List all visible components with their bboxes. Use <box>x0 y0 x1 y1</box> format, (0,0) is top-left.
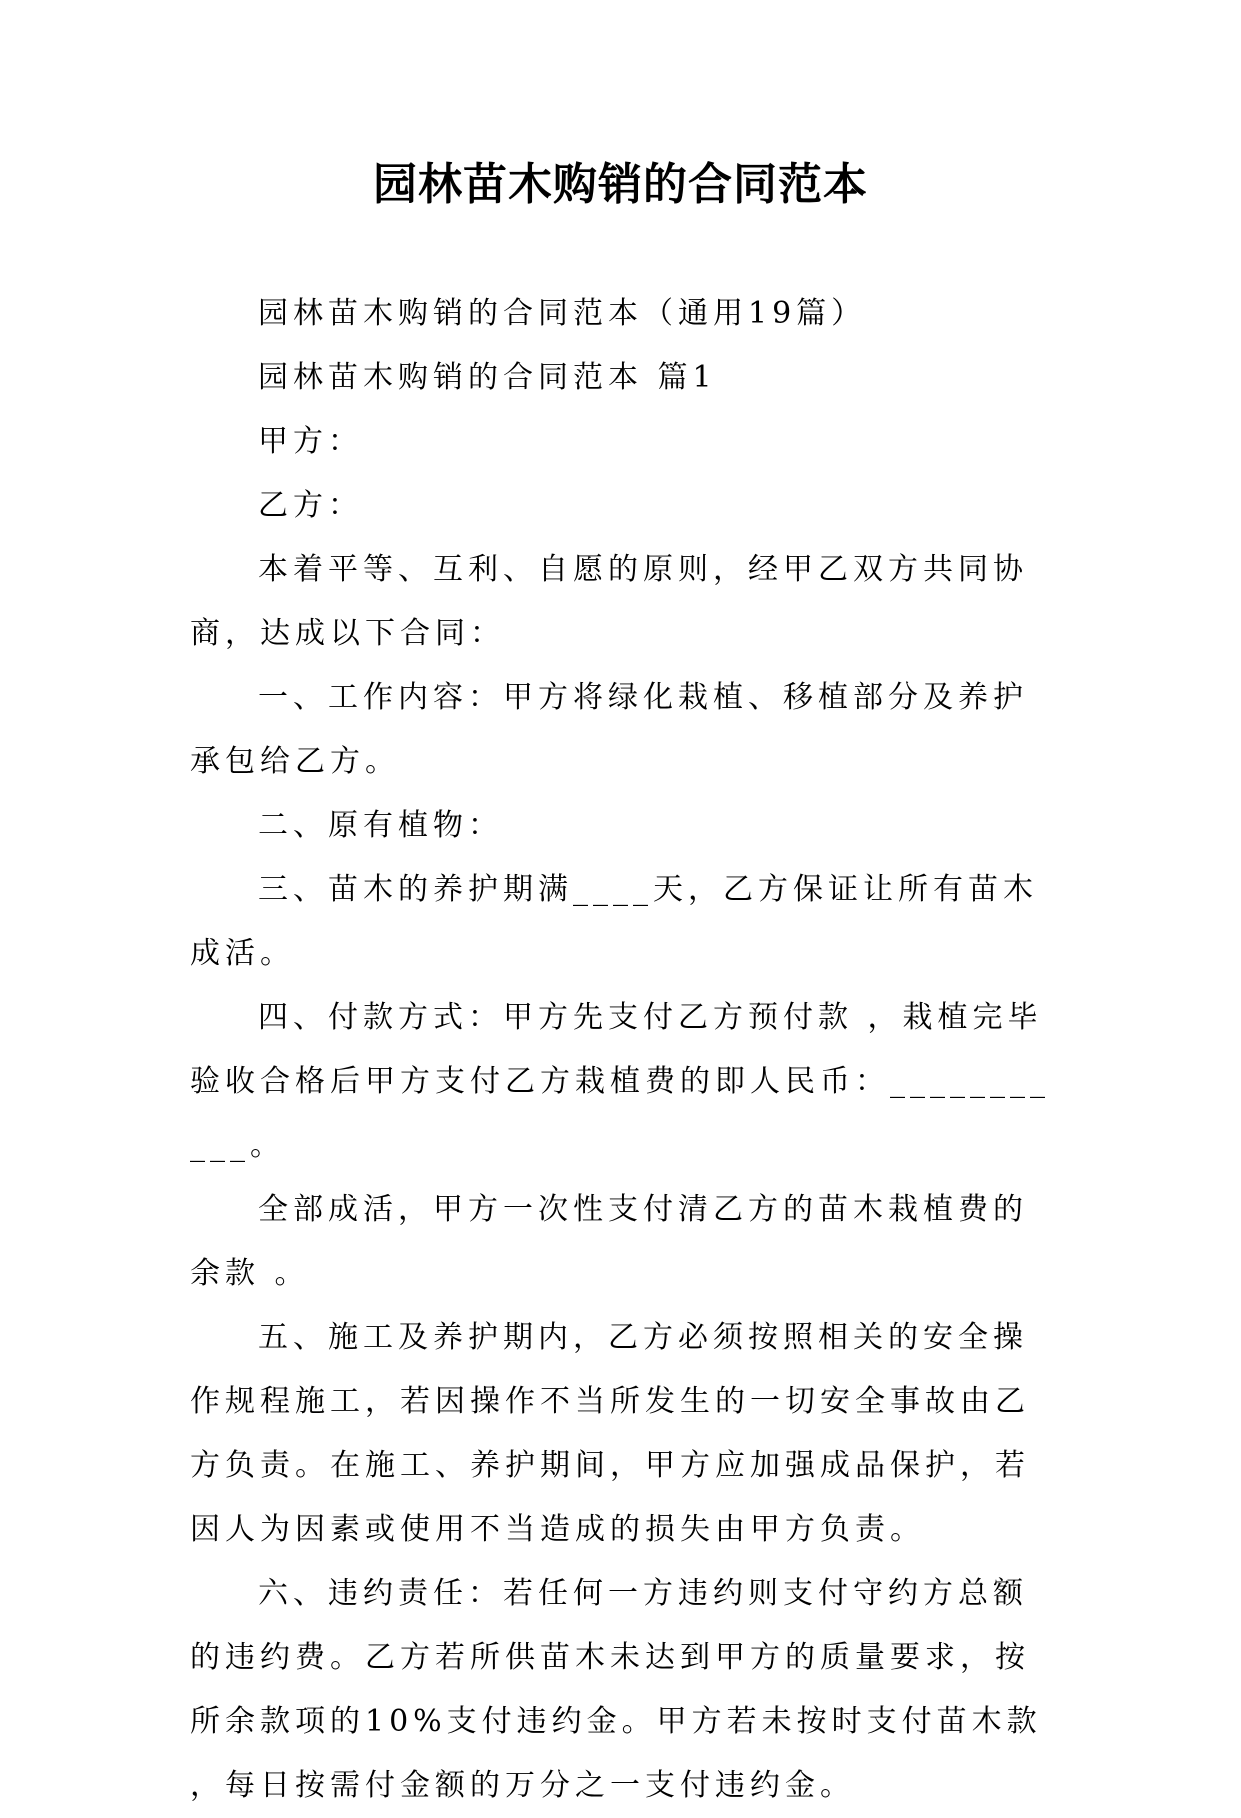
paragraph-clause-6: 六、违约责任：若任何一方违约则支付守约方总额 的违约费。乙方若所供苗木未达到甲方的质量要求，按所余款项的10%支付违约金。甲方若未按时支付苗木款，每日按需付金额的万分之一支付违约金。 <box>190 1576 1042 1803</box>
paragraph-preamble: 本着平等、互利、自愿的原则，经甲乙双方共同协商，达成以下合同： <box>190 552 1028 651</box>
paragraph-clause-5: 五、施工及养护期内，乙方必须按照相关的安全操作规程施工，若因操作不当所发生的一切安全事故由乙方负责。在施工、养护期间，甲方应加强成品保护，若因人为因素或使用不当造成的损失由甲方负责。 <box>190 1320 1030 1547</box>
paragraph-clause-4-continued: 全部成活，甲方一次性支付清乙方的苗木栽植费的余款 。 <box>190 1192 1028 1291</box>
paragraph-clause-1: 一、工作内容：甲方将绿化栽植、移植部分及养护承包给乙方。 <box>190 680 1028 779</box>
paragraph-party-b: 乙方： <box>258 488 363 523</box>
paragraph-section-heading: 园林苗木购销的合同范本 篇1 <box>258 360 717 395</box>
paragraph-clause-2: 二、原有植物： <box>258 808 503 843</box>
paragraph-subtitle: 园林苗木购销的合同范本（通用19篇） <box>258 296 867 331</box>
paragraph-clause-4: 四、付款方式：甲方先支付乙方预付款 ，栽植完毕验收合格后甲方支付乙方栽植费的即人民币：___________。 <box>190 1000 1050 1163</box>
paragraph-party-a: 甲方： <box>258 424 363 459</box>
document-body <box>190 282 1060 1818</box>
document-title: 园林苗木购销的合同范本 <box>373 159 868 210</box>
paragraph-clause-3: 三、苗木的养护期满____天，乙方保证让所有苗木成活。 <box>190 872 1038 971</box>
